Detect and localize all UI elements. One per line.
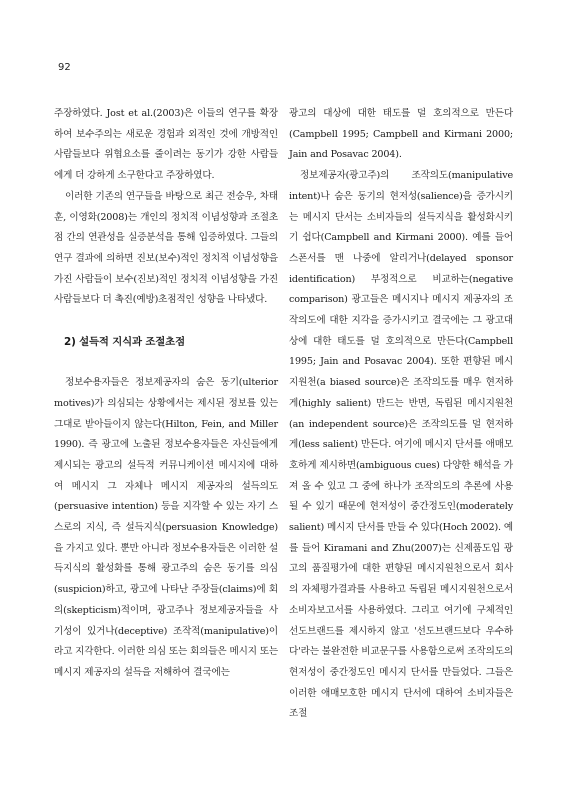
body-paragraph: 이러한 기존의 연구들을 바탕으로 최근 전승우, 차태훈, 이영화(2008)는 개인의 정치적 이념성향과 조절초점 간의 연관성을 실증분석을 통해 입증하였다. 그들의 연구 결과에 의하면 진보(보수)적인 정치적 이념성향을 가진 사람들이 보수(진보)적인 정치적 이념성향을 가진 사람들보다 더 촉진(예방)초점적인 성향을 나타냈다. [54, 190, 278, 306]
body-paragraph: 정보수용자들은 정보제공자의 숨은 동기(ulterior motives)가 의심되는 상황에서는 제시된 정보를 있는 그대로 받아들이지 않는다(Hilton, Fein, and Miller 1990). 즉 광고에 노출된 정보수용자들은 자신들에게 제시되는 광고의 설득적 커뮤니케이션 메시지에 대하여 메시지 그 자체나 메시지 제공자의 설득의도(persuasive intention) 등을 지각할 수 있는 자기 스스로의 지식, 즉 설득지식(persuasion Knowledge)을 가지고 있다. 뿐만 아니라 정보수용자들은 이러한 설득지식의 활성화를 통해 광고주의 숨은 동기를 의심(suspicion)하고, 광고에 나타난 주장들(claims)에 회의(skepticism)적이며, 광고주나 정보제공자들을 사기성이 있거나(deceptive) 조작적(manipulative)이라고 지각한다. 이러한 의심 또는 회의들은 메시지 또는 메시지 제공자의 설득을 저해하여 결국에는 [54, 377, 278, 678]
section-spacer [54, 352, 278, 373]
section-spacer [54, 311, 278, 332]
body-paragraph: 정보제공자(광고주)의 조작의도(manipulative intent)나 숨은 동기의 현저성(salience)을 증가시키는 메시지 단서는 소비자들의 설득지식을 활성화시키기 쉽다(Campbell and Kirmani 2000). 예를 들어 스폰서를 맨 나중에 알리거나(delayed sponsor identification) 부정적으로 비교하는(negative comparison) 광고들은 메시지나 메시지 제공자의 조작의도에 대한 지각을 증가시키고 결국에는 그 광고대상에 대한 태도를 덜 호의적으로 만든다(Campbell 1995; Jain and Posavac 2004). 또한 편향된 메시지원천(a biased source)은 조작의도를 매우 현저하게(highly salient) 만드는 반면, 독립된 메시지원천(an independent source)은 조작의도를 덜 현저하게(less salient) 만든다. 여기에 메시지 단서를 애매모호하게 제시하면(ambiguous cues) 다양한 해석을 가져 올 수 있고 그 중에 하나가 조작의도의 추론에 사용될 수 있기 때문에 현저성이 중간정도인(moderately salient) 메시지 단서를 만들 수 있다(Hoch 2002). 예를 들어 Kiramani and Zhu(2007)는 신제품도입 광고의 품질평가에 대한 편향된 메시지원천으로서 회사의 자체평가결과를 사용하고 독립된 메시지원천으로서 소비자보고서를 사용하였다. 그리고 여기에 구체적인 선도브랜드를 제시하지 않고 '선도브랜드보다 우수하다'라는 불완전한 비교문구를 사용함으로써 조작의도의 현저성이 중간정도인 메시지 단서를 만들었다. 그들은 이러한 애매모호한 메시지 단서에 대하여 소비자들은 조절 [289, 170, 513, 720]
right-column [289, 104, 513, 725]
body-paragraph: 광고의 대상에 대한 태도를 덜 호의적으로 만든다(Campbell 1995; Campbell and Kirmani 2000; Jain and Posavac 2004). [289, 108, 513, 161]
section-heading: 2) 설득적 지식과 조절초점 [64, 335, 185, 348]
page-number: 92 [58, 62, 71, 73]
body-paragraph: 주장하였다. Jost et al.(2003)은 이들의 연구를 확장하여 보수주의는 새로운 경험과 외적인 것에 개방적인 사람들보다 위협요소를 줄이려는 동기가 강한 사람들에게 더 강하게 소구한다고 주장하였다. [54, 108, 278, 182]
left-column [54, 104, 278, 684]
